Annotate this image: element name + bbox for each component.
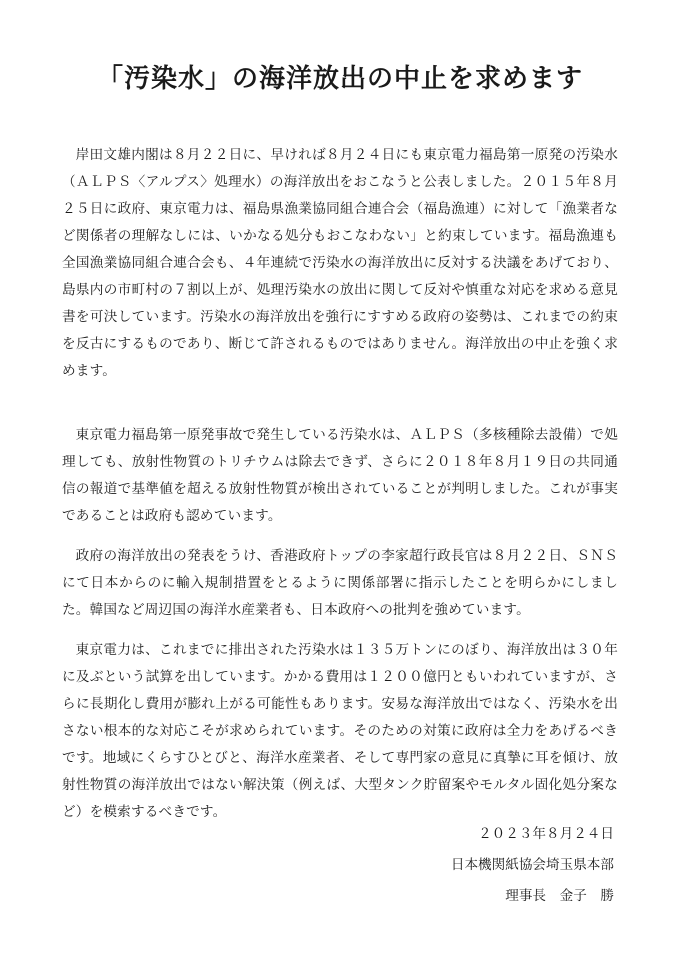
paragraph-2: 東京電力福島第一原発事故で発生している汚染水は、ＡＬＰＳ（多核種除去設備）で処理しても、放射性物質のトリチウムは除去できず、さらに２０１８年８月１９日の共同通信の報道で基準値を超える放射性物質が検出されていることが判明しました。これが事実であることは政府も認めています。 bbox=[62, 427, 619, 524]
document-title: 「汚染水」の海洋放出の中止を求めます bbox=[96, 64, 583, 94]
issuing-organization: 日本機関紙協会埼玉県本部 bbox=[450, 857, 614, 873]
paragraph-1: 岸田文雄内閣は８月２２日に、早ければ８月２４日にも東京電力福島第一原発の汚染水（ＡＬＰＳ〈アルプス〉処理水）の海洋放出をおこなうと公表しました。２０１５年８月２５日に政府、東京電力は、福島県漁業協同組合連合会（福島漁連）に対して「漁業者など関係者の理解なしには、いかなる処分もおこなわない」と約束しています。福島漁連も全国漁業協同組合連合会も、４年連続で汚染水の海洋放出に反対する決議をあげており、島県内の市町村の７割以上が、処理汚染水の放出に関して反対や慎重な対応を求める意見書を可決しています。汚染水の海洋放出を強行にすすめる政府の姿勢は、これまでの約束を反古にするものであり、断じて許されるものではありません。海洋放出の中止を強く求めます。 bbox=[62, 147, 618, 379]
paragraph-4: 東京電力は、これまでに排出された汚染水は１３５万トンにのぼり、海洋放出は３０年に及ぶという試算を出しています。かかる費用は１２００億円ともいわれていますが、さらに長期化し費用が膨れ上がる可能性もあります。安易な海洋放出ではなく、汚染水を出さない根本的な対応こそが求められています。そのための対策に政府は全力をあげるべきです。地域にくらすひとびと、海洋水産業者、そして専門家の意見に真摯に耳を傾け、放射性物質の海洋放出ではない解決策（例えば、大型タンク貯留案やモルタル固化処分案など）を模索するべきです。 bbox=[62, 642, 618, 820]
paragraph-3: 政府の海洋放出の発表をうけ、香港政府トップの李家超行政長官は８月２２日、ＳＮＳにて日本からのに輸入規制措置をとるように関係部署に指示したことを明らかにしました。韓国など周辺国の海洋水産業者も、日本政府への批判を強めています。 bbox=[62, 548, 618, 618]
signatory: 理事長 金子 勝 bbox=[505, 888, 614, 904]
document-date: ２０２３年８月２４日 bbox=[478, 826, 614, 842]
